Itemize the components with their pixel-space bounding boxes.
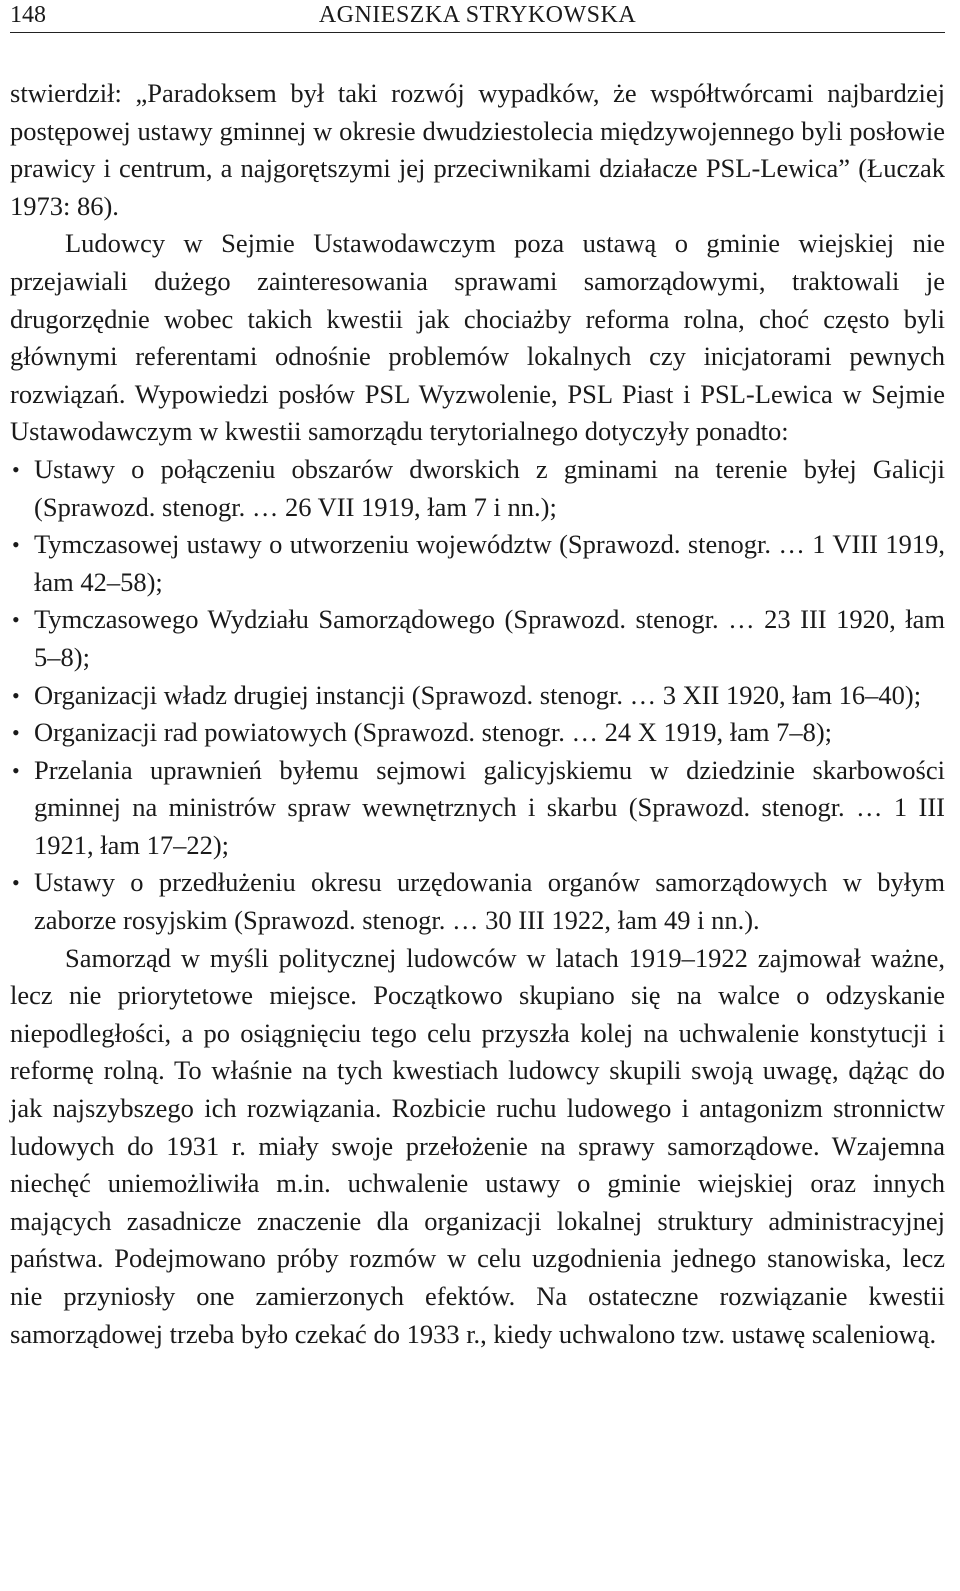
paragraph-ludowcy: Ludowcy w Sejmie Ustawodawczym poza ustawą o gminie wiejskiej nie przejawiali dużego zainteresowania sprawami samorządowymi, traktowali je drugorzędnie wobec takich kwestii jak chociażby reforma rolna, choć często byli głównymi referentami odnośnie problemów lokalnych czy inicjatorami pewnych rozwiązań. Wypowiedzi posłów PSL Wyzwolenie, PSL Piast i PSL-Lewica w Sejmie Ustawodawczym w kwestii samorządu terytorialnego dotyczyły ponadto: bbox=[10, 228, 945, 447]
list-item bbox=[10, 752, 945, 865]
list-item-text: Tymczasowego Wydziału Samorządowego (Sprawozd. stenogr. … 23 III 1920, łam 5–8); bbox=[34, 604, 945, 672]
list-item-text: Organizacji rad powiatowych (Sprawozd. stenogr. … 24 X 1919, łam 7–8); bbox=[34, 717, 833, 748]
body-text bbox=[10, 75, 945, 1353]
bullet-icon: • bbox=[12, 607, 20, 633]
list-item-text: Organizacji władz drugiej instancji (Sprawozd. stenogr. … 3 XII 1920, łam 16–40); bbox=[34, 679, 922, 710]
list-item bbox=[10, 526, 945, 601]
list-item-text: Przelania uprawnień byłemu sejmowi galicyjskiemu w dziedzinie skarbowości gminnej na ministrów spraw wewnętrznych i skarbu (Sprawozd. stenogr. … 1 III 1921, łam 17–22); bbox=[34, 754, 945, 860]
bullet-icon: • bbox=[12, 757, 20, 783]
bullet-icon: • bbox=[12, 682, 20, 708]
paragraph-quote-continuation: stwierdził: „Paradoksem był taki rozwój wypadków, że współtwórcami najbardziej postępowej ustawy gminnej w okresie dwudziestolecia międzywojennego byli posłowie prawicy i centrum, a najgorętszymi jej przeciwnikami działacze PSL-Lewica” (Łuczak 1973: 86). bbox=[10, 78, 945, 221]
list-item bbox=[10, 864, 945, 939]
list-item-text: Tymczasowej ustawy o utworzeniu województw (Sprawozd. stenogr. … 1 VIII 1919, łam 42–58); bbox=[34, 529, 945, 597]
bullet-icon: • bbox=[12, 532, 20, 558]
paragraph-samorzad: Samorząd w myśli politycznej ludowców w latach 1919–1922 zajmował ważne, lecz nie priorytetowe miejsce. Początkowo skupiano się na walce o odzyskanie niepodległości, a po osiągnięciu tego celu przyszła kolej na uchwalenie konstytucji i reformę rolną. To właśnie na tych kwestiach ludowcy skupili swoją uwagę, dążąc do jak najszybszego ich rozwiązania. Rozbicie ruchu ludowego i antagonizm stronnictw ludowych do 1931 r. miały swoje przełożenie na sprawy samorządowe. Wzajemna niechęć uniemożliwiła m.in. uchwalenie ustawy o gminie wiejskiej oraz innych mających zasadnicze znaczenie dla organizacji lokalnej struktury administracyjnej państwa. Podejmowano próby rozmów w celu uzgodnienia jednego stanowiska, lecz nie przyniosły one zamierzonych efektów. Na ostateczne rozwiązanie kwestii samorządowej trzeba było czekać do 1933 r., kiedy uchwalono tzw. ustawę scaleniową. bbox=[10, 942, 945, 1349]
list-item bbox=[10, 677, 945, 715]
bullet-icon: • bbox=[12, 456, 20, 482]
list-item-text: Ustawy o połączeniu obszarów dworskich z gminami na terenie byłej Galicji (Sprawozd. stenogr. … 26 VII 1919, łam 7 i nn.); bbox=[34, 453, 945, 522]
running-header bbox=[10, 0, 945, 33]
page-number: 148 bbox=[10, 2, 46, 28]
list-item bbox=[10, 451, 945, 526]
bullet-list bbox=[10, 451, 945, 940]
list-item-text: Ustawy o przedłużeniu okresu urzędowania organów samorządowych w byłym zaborze rosyjskim (Sprawozd. stenogr. … 30 III 1922, łam 49 i nn.). bbox=[34, 867, 945, 936]
document-page bbox=[10, 0, 945, 1353]
bullet-icon: • bbox=[12, 870, 20, 896]
list-item bbox=[10, 714, 945, 752]
running-head-author: AGNIESZKA STRYKOWSKA bbox=[318, 2, 637, 28]
list-item bbox=[10, 601, 945, 676]
bullet-icon: • bbox=[12, 720, 20, 746]
